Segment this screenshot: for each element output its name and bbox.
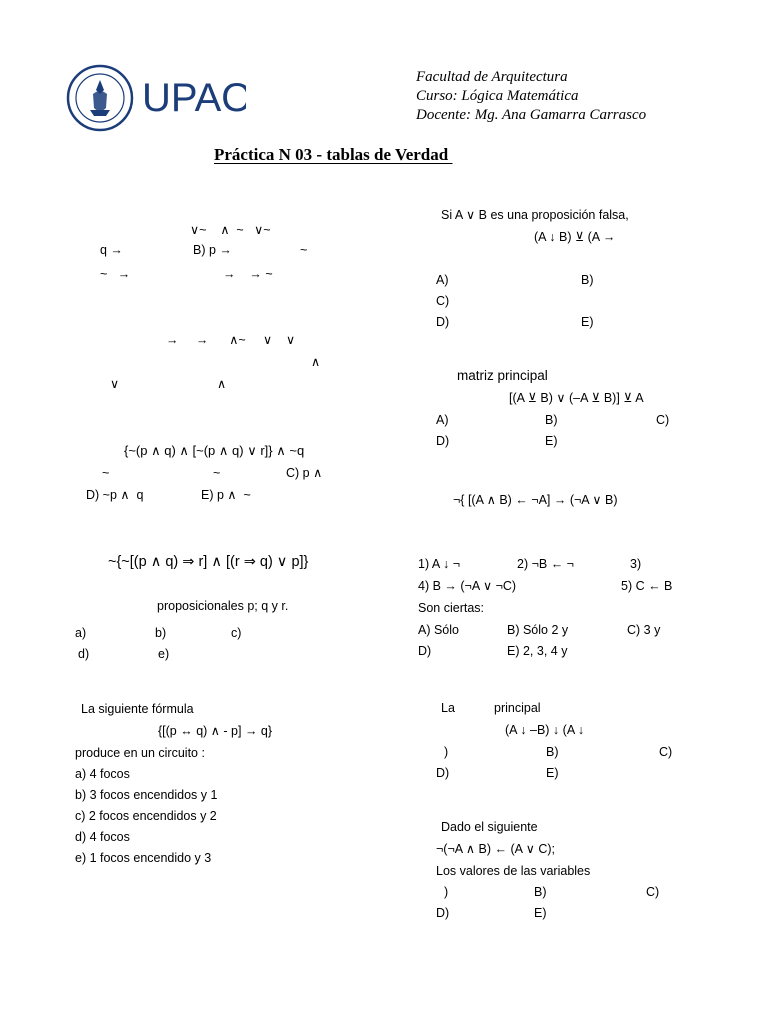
q10-intro: Dado el siguiente xyxy=(441,820,538,834)
q4-option-d: d) xyxy=(78,647,90,661)
logo-text: UPAO xyxy=(142,76,246,120)
q1-line3-b: → → ~ xyxy=(223,267,273,281)
q8-statement-2: 2) ¬B ← ¬ xyxy=(517,557,574,571)
q10-option-a: ) xyxy=(444,885,449,899)
q9-intro-a: La xyxy=(441,701,455,715)
q10-option-e: E) xyxy=(534,906,547,920)
q7-formula: [(A ⊻ B) ∨ (–A ⊻ B)] ⊻ A xyxy=(509,391,644,405)
q7-option-e: E) xyxy=(545,434,558,448)
q6-intro: Si A ∨ B es una proposición falsa, xyxy=(441,208,629,222)
q5-option-b: b) 3 focos encendidos y 1 xyxy=(75,788,218,802)
q2-line3-b: ∧ xyxy=(217,377,227,391)
q8-statement-5: 5) C ← B xyxy=(621,579,673,593)
q8-option-b: B) Sólo 2 y xyxy=(507,623,569,637)
q8-formula: ¬{ [(A ∧ B) ← ¬A] → (¬A ∨ B) xyxy=(453,493,618,507)
q9-option-c: C) xyxy=(659,745,673,759)
q9-option-b: B) xyxy=(546,745,559,759)
q7-option-d: D) xyxy=(436,434,450,448)
q3-option-d: D) ~p ∧ q xyxy=(86,488,144,502)
q9-option-a: ) xyxy=(444,745,449,759)
q1-line3-a: ~ → xyxy=(100,267,131,281)
q8-option-c: C) 3 y xyxy=(627,623,661,637)
q2-line2: ∧ xyxy=(311,355,321,369)
teacher-label: Docente: Mg. Ana Gamarra Carrasco xyxy=(416,107,647,123)
q10-option-d: D) xyxy=(436,906,450,920)
q9-option-e: E) xyxy=(546,766,559,780)
q5-formula: {[(p ↔ q) ∧ - p] → q} xyxy=(158,724,273,738)
course-label: Curso: Lógica Matemática xyxy=(416,88,579,104)
q4-option-b: b) xyxy=(155,626,167,640)
q10-option-b: B) xyxy=(534,885,547,899)
q5-intro: La siguiente fórmula xyxy=(81,702,194,716)
q9-formula: (A ↓ –B) ↓ (A ↓ xyxy=(505,723,585,737)
q2-line3-a: ∨ xyxy=(110,377,120,391)
q6-option-c: C) xyxy=(436,294,450,308)
q6-formula: (A ↓ B) ⊻ (A → xyxy=(534,230,616,244)
q7-intro: matriz principal xyxy=(457,368,548,383)
q8-statement-3: 3) xyxy=(630,557,642,571)
q8-option-d: D) xyxy=(418,644,432,658)
q8-option-a: A) Sólo xyxy=(418,623,459,637)
q9-option-d: D) xyxy=(436,766,450,780)
q1-line1: ∨~ ∧ ~ ∨~ xyxy=(190,223,271,237)
q6-option-a: A) xyxy=(436,273,449,287)
q10-option-c: C) xyxy=(646,885,660,899)
q2-line1: → → ∧~ ∨ ∨ xyxy=(166,333,296,347)
q5-text: produce en un circuito : xyxy=(75,746,205,760)
q8-statement-4: 4) B → (¬A ∨ ¬C) xyxy=(418,579,517,593)
q3-option-e: E) p ∧ ~ xyxy=(201,488,251,502)
q5-option-a: a) 4 focos xyxy=(75,767,130,781)
q4-option-a: a) xyxy=(75,626,87,640)
q8-text: Son ciertas: xyxy=(418,601,485,615)
q6-option-b: B) xyxy=(581,273,594,287)
course-info xyxy=(416,70,646,127)
q8-option-e: E) 2, 3, 4 y xyxy=(507,644,568,658)
q3-option-b-fragment: ~ xyxy=(213,466,221,480)
q10-text: Los valores de las variables xyxy=(436,864,591,878)
q1-line2-c: ~ xyxy=(300,243,308,257)
q3-option-c: C) p ∧ xyxy=(286,466,323,480)
q5-option-e: e) 1 focos encendido y 3 xyxy=(75,851,212,865)
q8-statement-1: 1) A ↓ ¬ xyxy=(418,557,461,571)
faculty-label: Facultad de Arquitectura xyxy=(416,69,568,85)
q10-formula: ¬(¬A ∧ B) ← (A ∨ C); xyxy=(436,842,556,856)
q4-option-c: c) xyxy=(231,626,242,640)
q3-option-a-fragment: ~ xyxy=(102,466,110,480)
q9-intro-b: principal xyxy=(494,701,541,715)
q3-formula: {~(p ∧ q) ∧ [~(p ∧ q) ∨ r]} ∧ ~q xyxy=(124,443,305,458)
q4-text: proposicionales p; q y r. xyxy=(157,599,289,613)
university-seal-icon xyxy=(66,64,246,134)
upao-logo xyxy=(66,64,246,137)
q7-option-c: C) xyxy=(656,413,670,427)
q7-option-b: B) xyxy=(545,413,558,427)
q5-option-c: c) 2 focos encendidos y 2 xyxy=(75,809,217,823)
q4-option-e: e) xyxy=(158,647,170,661)
q4-formula: ~{~[(p ∧ q) ⇒ r] ∧ [(r ⇒ q) ∨ p]} xyxy=(108,554,309,570)
q5-option-d: d) 4 focos xyxy=(75,830,130,844)
q6-option-d: D) xyxy=(436,315,450,329)
page-title: Práctica N 03 - tablas de Verdad xyxy=(214,145,453,164)
q1-line2-b: B) p → xyxy=(193,243,232,257)
q6-option-e: E) xyxy=(581,315,594,329)
q1-line2-a: q → xyxy=(100,243,123,257)
q7-option-a: A) xyxy=(436,413,449,427)
